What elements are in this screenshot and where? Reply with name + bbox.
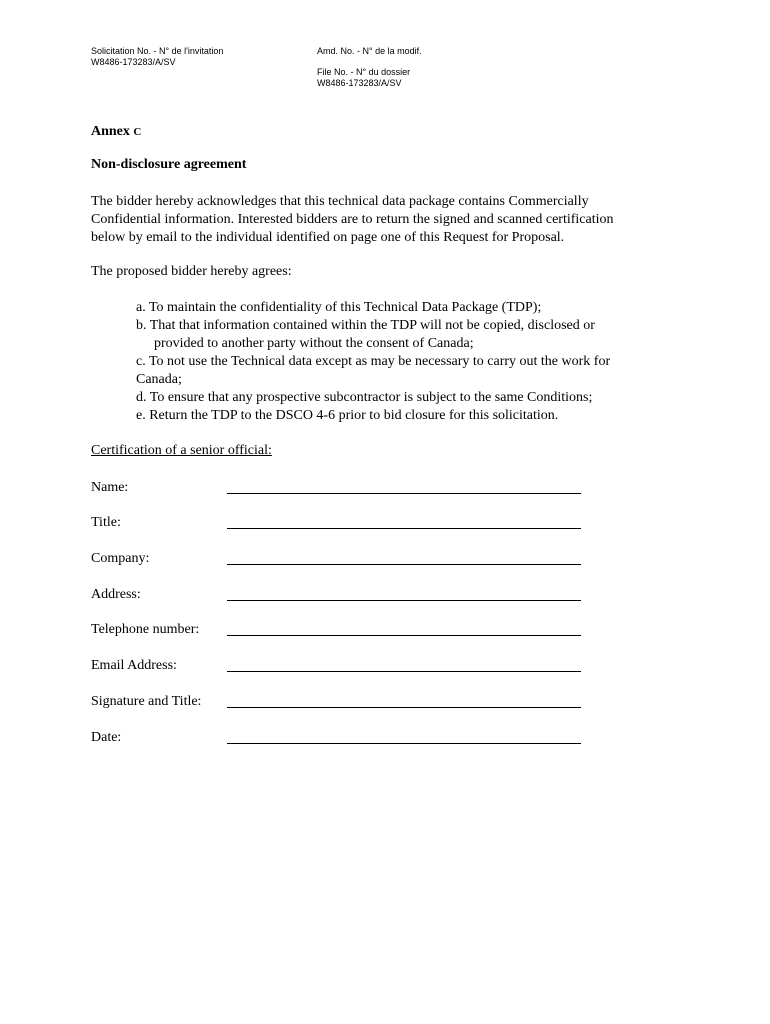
list-item: d. To ensure that any prospective subcontractor is subject to the same Conditions;: [136, 390, 593, 405]
name-field: [91, 480, 581, 500]
email-field: [91, 658, 581, 678]
field-label: Telephone number:: [91, 622, 200, 637]
field-label: Email Address:: [91, 658, 177, 673]
solicitation-header: [91, 46, 223, 68]
intro-line: below by email to the individual identified on page one of this Request for Proposal.: [91, 230, 565, 245]
solicitation-number: W8486-173283/A/SV: [91, 57, 176, 67]
title-field: [91, 515, 581, 535]
telephone-field: [91, 622, 581, 642]
signature-line[interactable]: [227, 528, 581, 529]
list-item: b. That that information contained within the TDP will not be copied, disclosed or: [136, 318, 595, 333]
agreement-list: [136, 299, 610, 425]
intro-line: Confidential information. Interested bidders are to return the signed and scanned certification: [91, 212, 614, 227]
signature-line[interactable]: [227, 600, 581, 601]
signature-line[interactable]: [227, 635, 581, 636]
list-item: e. Return the TDP to the DSCO 4-6 prior to bid closure for this solicitation.: [136, 408, 559, 423]
address-field: [91, 587, 581, 607]
field-label: Signature and Title:: [91, 694, 202, 709]
intro-paragraph: [91, 193, 691, 247]
annex-word: Annex: [91, 124, 130, 139]
amendment-label: Amd. No. - N° de la modif.: [317, 46, 422, 56]
company-field: [91, 551, 581, 571]
file-number: W8486-173283/A/SV: [317, 78, 402, 88]
list-item-continuation: Canada;: [136, 372, 182, 387]
date-field: [91, 730, 581, 750]
document-title: Non-disclosure agreement: [91, 157, 247, 172]
signature-line[interactable]: [227, 564, 581, 565]
list-item: a. To maintain the confidentiality of this Technical Data Package (TDP);: [136, 300, 542, 315]
signature-line[interactable]: [227, 743, 581, 744]
field-label: Company:: [91, 551, 150, 566]
signature-title-field: [91, 694, 581, 714]
solicitation-label: Solicitation No. - N° de l'invitation: [91, 46, 224, 56]
field-label: Title:: [91, 515, 121, 530]
annex-heading: [91, 124, 141, 140]
certification-heading: Certification of a senior official:: [91, 443, 272, 458]
file-label: File No. - N° du dossier: [317, 67, 411, 77]
annex-letter: C: [133, 126, 142, 138]
intro-line: The bidder hereby acknowledges that this technical data package contains Commercially: [91, 194, 589, 209]
signature-line[interactable]: [227, 671, 581, 672]
agreement-intro: The proposed bidder hereby agrees:: [91, 264, 292, 279]
signature-line[interactable]: [227, 707, 581, 708]
field-label: Address:: [91, 587, 141, 602]
list-item-continuation: provided to another party without the consent of Canada;: [154, 336, 474, 351]
field-label: Name:: [91, 480, 129, 495]
field-label: Date:: [91, 730, 122, 745]
signature-line[interactable]: [227, 493, 581, 494]
list-item: c. To not use the Technical data except as may be necessary to carry out the work for: [136, 354, 611, 369]
amendment-file-header: [317, 46, 422, 89]
